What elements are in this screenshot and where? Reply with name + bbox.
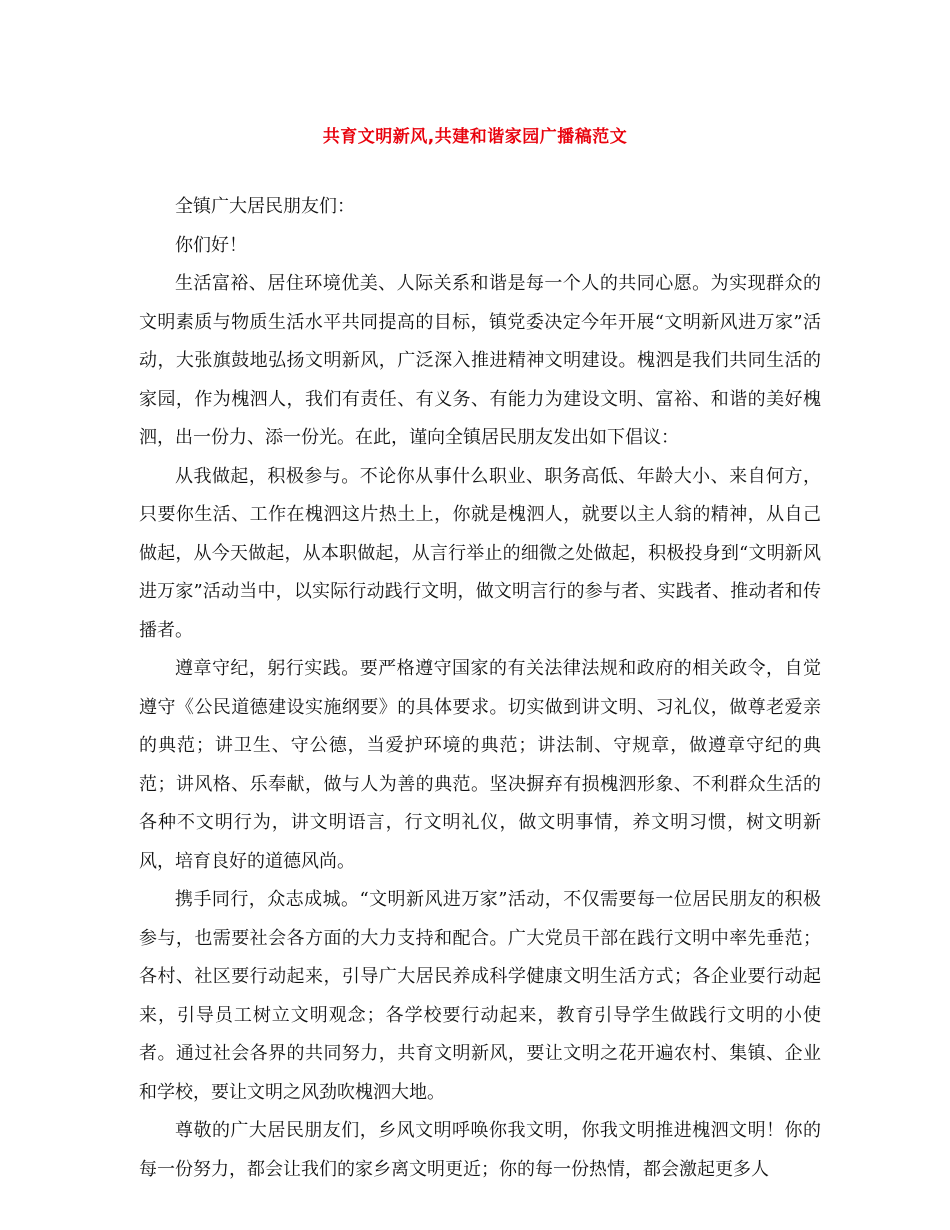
paragraph-intro: 生活富裕、居住环境优美、人际关系和谐是每一个人的共同心愿。为实现群众的文明素质与物质生活水平共同提高的目标，镇党委决定今年开展“文明新风进万家”活动，大张旗鼓地弘扬文明新风，广泛深入推进精神文明建设。槐泗是我们共同生活的家园，作为槐泗人，我们有责任、有义务、有能力为建设文明、富裕、和谐的美好槐泗，出一份力、添一份光。在此，谨向全镇居民朋友发出如下倡议： [139, 273, 821, 448]
paragraph-closing: 尊敬的广大居民朋友们，乡风文明呼唤你我文明，你我文明推进槐泗文明！你的每一份努力，都会让我们的家乡离文明更近；你的每一份热情，都会激起更多人 [139, 1120, 821, 1180]
greeting: 你们好！ [175, 234, 247, 256]
paragraph-hand-in-hand: 携手同行，众志成城。“文明新风进万家”活动，不仅需要每一位居民朋友的积极参与，也需要社会各方面的大力支持和配合。广大党员干部在践行文明中率先垂范；各村、社区要行动起来，引导广大居民养成科学健康文明生活方式；各企业要行动起来，引导员工树立文明观念；各学校要行动起来，教育引导学生做践行文明的小使者。通过社会各界的共同努力，共育文明新风，要让文明之花开遍农村、集镇、企业和学校，要让文明之风劲吹槐泗大地。 [139, 889, 821, 1103]
document-title: 共育文明新风,共建和谐家园广播稿范文 [322, 127, 628, 147]
paragraph-abide-rules: 遵章守纪，躬行实践。要严格遵守国家的有关法律法规和政府的相关政令，自觉遵守《公民道德建设实施纲要》的具体要求。切实做到讲文明、习礼仪，做尊老爱亲的典范；讲卫生、守公德，当爱护环境的典范；讲法制、守规章，做遵章守纪的典范；讲风格、乐奉献，做与人为善的典范。坚决摒弃有损槐泗形象、不利群众生活的各种不文明行为，讲文明语言，行文明礼仪，做文明事情，养文明习惯，树文明新风，培育良好的道德风尚。 [139, 658, 821, 872]
document-body [139, 188, 821, 1189]
paragraph-start-from-me: 从我做起，积极参与。不论你从事什么职业、职务高低、年龄大小、来自何方，只要你生活、工作在槐泗这片热土上，你就是槐泗人，就要以主人翁的精神，从自己做起，从今天做起，从本职做起，从言行举止的细微之处做起，积极投身到“文明新风进万家”活动当中，以实际行动践行文明，做文明言行的参与者、实践者、推动者和传播者。 [139, 465, 821, 641]
salutation: 全镇广大居民朋友们： [175, 196, 355, 217]
